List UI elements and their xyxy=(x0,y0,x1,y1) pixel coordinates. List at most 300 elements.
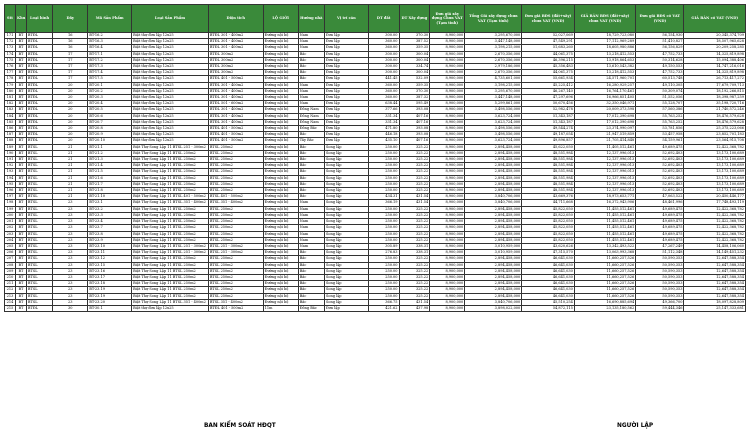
table-cell: BT xyxy=(15,126,26,132)
table-cell: Bắc xyxy=(298,250,324,256)
table-cell: 20 xyxy=(53,88,88,94)
table-cell: Nam xyxy=(298,231,324,237)
table-cell: 210 xyxy=(5,274,16,280)
table-cell: 2,979,186,000 xyxy=(465,64,522,70)
table-cell: Đường nội bộ xyxy=(263,70,298,76)
table-cell: Song lập xyxy=(324,144,368,150)
table-cell: Đông Nam xyxy=(298,113,324,119)
table-cell: 187 xyxy=(5,132,16,138)
table-cell: Song lập xyxy=(324,169,368,175)
table-cell: 11,660,257,526 xyxy=(574,256,635,262)
table-cell: BTSL xyxy=(26,194,52,200)
table-cell: Biệt Thự Song Lập 11 BTSL 250m2 xyxy=(132,268,209,274)
table-cell: 2,894,458,000 xyxy=(465,157,522,163)
table-cell: Biệt thự đơn lập 12x25 xyxy=(132,76,209,82)
table-cell: 325.22 xyxy=(399,237,430,243)
table-cell: 8,900,000 xyxy=(430,200,465,206)
table-cell: 3,447,148,000 xyxy=(465,39,522,45)
table-cell: 46,641,030 xyxy=(522,268,575,274)
table-cell: Nam xyxy=(298,206,324,212)
table-cell: 435.10 xyxy=(368,138,399,144)
table-cell: BTSL xyxy=(26,274,52,280)
table-cell: 24,571,960,701 xyxy=(574,76,635,82)
table-cell: 21 xyxy=(53,188,88,194)
table-cell: BTSL xyxy=(26,262,52,268)
table-cell: Biệt thự đơn lập 12x25 xyxy=(132,39,209,45)
table-cell: 8,900,000 xyxy=(430,175,465,181)
table-cell: BTSL xyxy=(26,144,52,150)
table-cell: 20 xyxy=(53,138,88,144)
table-cell: Đường nội bộ xyxy=(263,119,298,125)
table-cell: 212 xyxy=(5,287,16,293)
table-cell: 16 xyxy=(53,33,88,39)
table-cell: 11,455,512,461 xyxy=(574,237,635,243)
table-cell: Đường nội bộ xyxy=(263,262,298,268)
table-cell: 393.08 xyxy=(399,132,430,138)
table-cell: 2,894,458,000 xyxy=(465,212,522,218)
table-cell: 250.00 xyxy=(368,268,399,274)
table-cell: 325.22 xyxy=(399,169,430,175)
table-cell: BTSL 251 - 300m2 xyxy=(208,250,263,256)
table-cell: 51,112,348 xyxy=(636,250,684,256)
table-cell: 23 xyxy=(53,281,88,287)
table-cell: 3,623,724,000 xyxy=(465,138,522,144)
column-header: Loại Sản Phẩm xyxy=(132,5,209,33)
table-cell: Đường nội bộ xyxy=(263,76,298,82)
table-cell: BT-20.5 xyxy=(88,107,132,113)
table-cell: 48,461,996 xyxy=(636,200,684,206)
table-cell: 13,173,100,689 xyxy=(684,150,746,156)
table-cell: BT xyxy=(15,194,26,200)
table-cell: BT xyxy=(15,88,26,94)
table-cell: 204 xyxy=(5,237,16,243)
table-cell: BTSL xyxy=(26,225,52,231)
table-cell: Đơn lập xyxy=(324,76,368,82)
table-cell: 331.34 xyxy=(368,113,399,119)
table-cell: 17 xyxy=(53,70,88,76)
table-cell: BT xyxy=(15,45,26,51)
table-cell: 360.00 xyxy=(368,88,399,94)
table-cell: Bắc xyxy=(298,274,324,280)
table-cell: Đường nội bộ xyxy=(263,219,298,225)
table-cell: Biệt thự đơn lập 12x25 xyxy=(132,101,209,107)
table-cell: 250.00 xyxy=(368,293,399,299)
table-cell: Biệt thự đơn lập 12x25 xyxy=(132,95,209,101)
table-cell: 2,670,356,000 xyxy=(465,70,522,76)
table-cell: 17 xyxy=(53,57,88,63)
table-cell: BTSL 250m2 xyxy=(208,175,263,181)
table-cell: 12,647,588,354 xyxy=(684,281,746,287)
table-cell: BT-20.6 xyxy=(88,113,132,119)
table-cell: 325.22 xyxy=(399,225,430,231)
table-cell: BT-20.8 xyxy=(88,126,132,132)
table-cell: Đường nội bộ xyxy=(263,157,298,163)
table-cell: 8,900,000 xyxy=(430,45,465,51)
table-cell: 8,900,000 xyxy=(430,212,465,218)
table-cell: 17,012,390,698 xyxy=(574,119,635,125)
table-cell: 50,590,353 xyxy=(636,268,684,274)
table-cell: 8,900,000 xyxy=(430,268,465,274)
table-cell: 51,343,187 xyxy=(522,119,575,125)
table-cell: 325.22 xyxy=(399,287,430,293)
table-cell: BT-20.1 xyxy=(88,82,132,88)
table-cell: Song lập xyxy=(324,200,368,206)
table-cell: BT xyxy=(15,219,26,225)
table-cell: 177 xyxy=(5,70,16,76)
table-cell: 12,137,996,013 xyxy=(574,188,635,194)
table-cell: 250.00 xyxy=(368,212,399,218)
table-cell: Đường nội bộ xyxy=(263,293,298,299)
table-cell: 12,137,996,013 xyxy=(574,169,635,175)
table-cell: 250.00 xyxy=(368,256,399,262)
table-cell: BT xyxy=(15,64,26,70)
table-cell: Bắc xyxy=(298,194,324,200)
table-cell: 8,900,000 xyxy=(430,181,465,187)
table-cell: Song lập xyxy=(324,150,368,156)
table-cell: Bắc xyxy=(298,256,324,262)
table-cell: 8,900,000 xyxy=(430,126,465,132)
table-cell: Đường nội bộ xyxy=(263,138,298,144)
table-cell: 46,396,215 xyxy=(522,57,575,63)
table-cell: Đơn lập xyxy=(324,33,368,39)
table-cell: 250.00 xyxy=(368,169,399,175)
table-cell: 11,455,512,461 xyxy=(574,231,635,237)
table-cell: 44,711,668 xyxy=(522,200,575,206)
table-cell: Đơn lập xyxy=(324,138,368,144)
table-cell: 370.30 xyxy=(399,33,430,39)
table-cell: 250.00 xyxy=(368,181,399,187)
table-cell: 2,894,458,000 xyxy=(465,144,522,150)
table-cell: Biệt Thự Song Lập 11 BTSL 351 - 400m2 xyxy=(132,200,209,206)
table-cell: 17 xyxy=(53,64,88,70)
table-cell: 250.00 xyxy=(368,188,399,194)
table-cell: BTSL xyxy=(26,287,52,293)
table-cell: BT xyxy=(15,281,26,287)
table-cell: Đơn lập xyxy=(324,70,368,76)
table-cell: 12,422,368,782 xyxy=(684,219,746,225)
table-cell: BTSL 351 - 400m2 xyxy=(208,299,263,305)
table-cell: Nam xyxy=(298,219,324,225)
table-cell: 325.22 xyxy=(399,274,430,280)
table-cell: Song lập xyxy=(324,206,368,212)
table-cell: 48,551,984 xyxy=(522,150,575,156)
table-cell: 8,900,000 xyxy=(430,113,465,119)
table-cell: 47,297,696 xyxy=(522,95,575,101)
table-cell: BTĐL 401 - 500m2 xyxy=(208,132,263,138)
table-cell: 360.00 xyxy=(368,45,399,51)
table-cell: 8,900,000 xyxy=(430,150,465,156)
column-header: Diện tích xyxy=(208,5,263,33)
table-cell: 250.00 xyxy=(368,262,399,268)
table-cell: BTĐL xyxy=(26,57,52,63)
table-cell: BT xyxy=(15,132,26,138)
table-cell: 203 xyxy=(5,231,16,237)
table-cell: Đường nội bộ xyxy=(263,225,298,231)
table-cell: 211 xyxy=(5,281,16,287)
table-cell: Song lập xyxy=(324,274,368,280)
table-cell: 196 xyxy=(5,188,16,194)
table-cell: BTĐL 300m2 xyxy=(208,64,263,70)
table-cell: Bắc xyxy=(298,299,324,305)
table-cell: 21 xyxy=(53,163,88,169)
table-cell: 360.00 xyxy=(368,95,399,101)
table-cell: Đường nội bộ xyxy=(263,101,298,107)
table-cell: Đường nội bộ xyxy=(263,88,298,94)
table-cell: 55,661,934 xyxy=(522,76,575,82)
table-cell: BTĐL 301 - 400m2 xyxy=(208,95,263,101)
table-cell: Nam xyxy=(298,243,324,249)
table-cell: 16,690,885,694 xyxy=(574,299,635,305)
table-cell: 213 xyxy=(5,293,16,299)
table-cell: 300.04 xyxy=(399,57,430,63)
table-cell: 2,894,458,000 xyxy=(465,163,522,169)
table-cell: BTSL 250m2 xyxy=(208,262,263,268)
table-cell: BT-20.4 xyxy=(88,101,132,107)
table-cell: 48,551,984 xyxy=(522,163,575,169)
table-cell: 8,900,000 xyxy=(430,219,465,225)
table-cell: BT xyxy=(15,262,26,268)
table-cell: BTĐL xyxy=(26,126,52,132)
table-cell: 43,620,626 xyxy=(522,243,575,249)
table-cell: 325.22 xyxy=(399,219,430,225)
table-cell: BTĐL xyxy=(26,107,52,113)
table-cell: BT xyxy=(15,57,26,63)
table-cell: 8,900,000 xyxy=(430,299,465,305)
table-cell: 11,455,512,461 xyxy=(574,212,635,218)
table-cell: BT-23.11 xyxy=(88,250,132,256)
table-cell: Đường nội bộ xyxy=(263,45,298,51)
table-cell: 50,590,353 xyxy=(636,281,684,287)
table-cell: 21 xyxy=(53,157,88,163)
table-cell: 12,137,996,013 xyxy=(574,150,635,156)
table-cell: Nam xyxy=(298,82,324,88)
table-cell: 182 xyxy=(5,101,16,107)
table-cell: 53,457,958 xyxy=(636,132,684,138)
table-cell: BTĐL xyxy=(26,88,52,94)
table-cell: Đơn lập xyxy=(324,57,368,63)
table-cell: 192 xyxy=(5,163,16,169)
table-cell: 8,900,000 xyxy=(430,33,465,39)
table-cell: 17,748,493,119 xyxy=(684,200,746,206)
table-cell: BTSL xyxy=(26,200,52,206)
table-cell: 8,900,000 xyxy=(430,76,465,82)
table-cell: 300.00 xyxy=(368,70,399,76)
table-cell: Biệt Thự Song Lập 11 BTSL 250m2 xyxy=(132,212,209,218)
table-cell: 250.00 xyxy=(368,281,399,287)
table-cell: 11m xyxy=(263,305,298,311)
table-cell: Biệt Thự Song Lập 11 BTSL 250m2 xyxy=(132,231,209,237)
column-header: Mã Sản Phẩm xyxy=(88,5,132,33)
table-cell: 8,900,000 xyxy=(430,256,465,262)
table-cell: 12,647,588,354 xyxy=(684,262,746,268)
table-cell: BTSL 250m2 xyxy=(208,281,263,287)
table-cell: BT xyxy=(15,250,26,256)
table-cell: 52,982,478 xyxy=(522,107,575,113)
table-cell: BTSL 250m2 xyxy=(208,268,263,274)
table-header xyxy=(5,5,746,33)
table-cell: 44,061,375 xyxy=(522,51,575,57)
table-cell: BT xyxy=(15,95,26,101)
table-cell: 3,840,706,000 xyxy=(465,299,522,305)
table-cell: 23 xyxy=(53,274,88,280)
table-cell: 45,822,050 xyxy=(522,219,575,225)
table-cell: 434.31 xyxy=(368,194,399,200)
table-cell: Tây Bắc xyxy=(298,138,324,144)
table-cell: 48,551,984 xyxy=(522,181,575,187)
table-cell: 8,900,000 xyxy=(430,287,465,293)
table-cell: BTĐL 401 - 500m2 xyxy=(208,305,263,311)
table-cell: Bắc xyxy=(298,70,324,76)
table-cell: Đường nội bộ xyxy=(263,169,298,175)
table-cell: BTSL 250m2 xyxy=(208,169,263,175)
table-cell: Đông Bắc xyxy=(298,126,324,132)
table-cell: Đơn lập xyxy=(324,39,368,45)
table-cell: BTĐL 301 - 400m2 xyxy=(208,39,263,45)
table-cell: BTĐL xyxy=(26,119,52,125)
column-header: Đơn giá BĐS (đất+xây) chưa VAT (VND) xyxy=(522,5,575,33)
table-cell: 25,147,333,681 xyxy=(684,305,746,311)
table-cell: 276.83 xyxy=(368,250,399,256)
table-cell: BT-23.19 xyxy=(88,287,132,293)
table-cell: 51,683,260 xyxy=(522,45,575,51)
table-cell: Bắc xyxy=(298,57,324,63)
price-table-container xyxy=(4,4,746,312)
table-cell: 46,641,030 xyxy=(522,287,575,293)
table-cell: BT xyxy=(15,237,26,243)
table-cell: BTSL xyxy=(26,231,52,237)
table-cell: BTSL xyxy=(26,175,52,181)
table-cell: BTĐL 300m2 xyxy=(208,70,263,76)
table-cell: Biệt thự đơn lập 12x25 xyxy=(132,45,209,51)
table-cell: 12,647,588,354 xyxy=(684,274,746,280)
table-cell: 8,900,000 xyxy=(430,243,465,249)
table-cell: 18,605,980,886 xyxy=(574,45,635,51)
table-cell: 46,641,030 xyxy=(522,293,575,299)
table-cell: 53,781,856 xyxy=(636,126,684,132)
table-cell: 3,840,706,000 xyxy=(465,194,522,200)
table-cell: 16 xyxy=(53,45,88,51)
table-cell: 23 xyxy=(53,262,88,268)
table-cell: BTSL 250m2 xyxy=(208,237,263,243)
table-cell: Biệt thự đơn lập 12x25 xyxy=(132,70,209,76)
table-cell: Biệt thự đơn lập 12x25 xyxy=(132,305,209,311)
table-cell: 12,422,368,782 xyxy=(684,212,746,218)
table-cell: 20,450,446,177 xyxy=(684,194,746,200)
table-cell: Biệt Thự Song Lập 11 BTSL 250m2 xyxy=(132,262,209,268)
table-cell: Bắc xyxy=(298,169,324,175)
table-cell: 11,660,257,526 xyxy=(574,293,635,299)
table-cell: 45,822,050 xyxy=(522,212,575,218)
table-cell: BTSL 250m2 xyxy=(208,219,263,225)
table-cell: BTĐL 301 - 400m2 xyxy=(208,45,263,51)
table-cell: 183 xyxy=(5,107,16,113)
table-cell: 45,822,050 xyxy=(522,237,575,243)
table-cell: BTĐL 401 - 500m2 xyxy=(208,126,263,132)
table-cell: BTSL 250m2 xyxy=(208,144,263,150)
table-cell: 20 xyxy=(53,119,88,125)
table-cell: 51,552,056 xyxy=(636,95,684,101)
table-cell: 13,342,493,522 xyxy=(574,243,635,249)
table-cell: 173 xyxy=(5,45,16,51)
table-cell: 3,898,022,000 xyxy=(465,305,522,311)
table-cell: 54,159,961 xyxy=(636,138,684,144)
table-cell: BTĐL xyxy=(26,45,52,51)
table-cell: BT-30.1 xyxy=(88,305,132,311)
table-cell: 47,752,733 xyxy=(636,70,684,76)
table-cell: 11,405,512,461 xyxy=(574,144,635,150)
table-cell: 2,894,458,000 xyxy=(465,206,522,212)
table-cell: 49,689,475 xyxy=(636,225,684,231)
table-cell: 20,009,373,598 xyxy=(574,107,635,113)
table-cell: Biệt Thự Song Lập 11 BTSL 250m2 xyxy=(132,293,209,299)
table-cell: 2,894,458,000 xyxy=(465,268,522,274)
table-cell: 16,372,943,906 xyxy=(574,200,635,206)
table-cell: 194 xyxy=(5,175,16,181)
table-cell: BT-21.6 xyxy=(88,175,132,181)
table-cell: 3,447,148,000 xyxy=(465,95,522,101)
table-cell: BT xyxy=(15,113,26,119)
table-cell: 387.32 xyxy=(399,95,430,101)
table-cell: Đường nội bộ xyxy=(263,51,298,57)
table-cell: 23 xyxy=(53,219,88,225)
table-cell: BTĐL xyxy=(26,132,52,138)
table-cell: Song lập xyxy=(324,175,368,181)
table-cell: 35,198,720,716 xyxy=(684,101,746,107)
table-cell: BTSL xyxy=(26,157,52,163)
table-cell: BT xyxy=(15,299,26,305)
table-cell: 49,366,700 xyxy=(636,299,684,305)
table-cell: 11,660,257,526 xyxy=(574,268,635,274)
table-cell: BT-17.2 xyxy=(88,57,132,63)
table-cell: 14,325,819,898 xyxy=(684,51,746,57)
table-cell: BTSL 251 - 300m2 xyxy=(208,243,263,249)
table-cell: BTĐL 301 - 400m2 xyxy=(208,107,263,113)
table-cell: 13,218,412,553 xyxy=(574,70,635,76)
table-cell: 12,137,996,013 xyxy=(574,157,635,163)
table-cell: 8,900,000 xyxy=(430,57,465,63)
column-header: LỘ GIỚI xyxy=(263,5,298,33)
table-cell: 250.00 xyxy=(368,231,399,237)
table-cell: 50,590,353 xyxy=(636,287,684,293)
table-cell: BT-21.7 xyxy=(88,181,132,187)
table-cell: 325.22 xyxy=(399,206,430,212)
table-cell: Đông Nam xyxy=(298,107,324,113)
table-cell: Biệt Thự Song Lập 11 BTSL 250m2 xyxy=(132,237,209,243)
table-cell: Song lập xyxy=(324,250,368,256)
table-cell: 23 xyxy=(53,200,88,206)
table-cell: Bắc xyxy=(298,51,324,57)
table-cell: 250.00 xyxy=(368,157,399,163)
table-cell: 12,422,368,782 xyxy=(684,237,746,243)
table-cell: BT-23.2 xyxy=(88,206,132,212)
table-cell: 2,894,458,000 xyxy=(465,256,522,262)
table-cell: 45,356,483 xyxy=(522,64,575,70)
table-cell: 21 xyxy=(53,175,88,181)
table-cell: 13,918,864,653 xyxy=(574,57,635,63)
table-cell: 14,747,216,016 xyxy=(684,64,746,70)
table-cell: 23 xyxy=(53,299,88,305)
table-cell: 8,900,000 xyxy=(430,188,465,194)
table-cell: BTSL xyxy=(26,163,52,169)
table-cell: 11,455,512,461 xyxy=(574,206,635,212)
table-cell: 300.00 xyxy=(368,33,399,39)
table-cell: BT-23.17 xyxy=(88,274,132,280)
table-cell: 13,173,100,689 xyxy=(684,181,746,187)
table-cell: 325.22 xyxy=(399,281,430,287)
table-cell: 50,590,353 xyxy=(636,262,684,268)
table-cell: BT-23.12 xyxy=(88,256,132,262)
table-cell: BT-21.1 xyxy=(88,144,132,150)
